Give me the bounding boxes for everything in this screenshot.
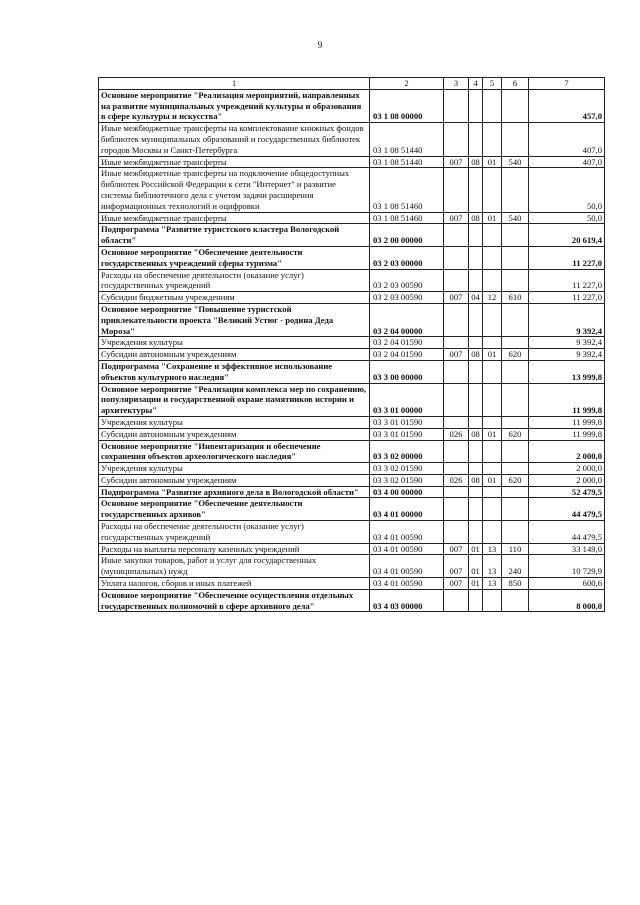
- row-code-cell: 03 4 01 00590: [370, 555, 444, 578]
- row-code-cell: 03 3 02 01590: [370, 463, 444, 475]
- row-name-cell: Уплата налогов, сборов и иных платежей: [99, 578, 370, 590]
- table-row: [99, 168, 605, 212]
- row-column-3-cell: [444, 383, 469, 416]
- header-cell: 2: [370, 78, 444, 90]
- table-row: [99, 589, 605, 612]
- row-code-cell: 03 2 00 00000: [370, 224, 444, 247]
- row-column-4-cell: [469, 337, 483, 349]
- row-column-4-cell: [469, 168, 483, 212]
- row-sum-cell: 600,6: [529, 578, 605, 590]
- row-column-5-cell: [483, 168, 502, 212]
- row-name-cell: Подпрограмма "Развитие туристского кластера Вологодской области": [99, 224, 370, 247]
- row-column-5-cell: 01: [483, 428, 502, 440]
- row-column-5-cell: [483, 416, 502, 428]
- row-code-cell: 03 1 08 51440: [370, 123, 444, 156]
- row-column-6-cell: [502, 463, 529, 475]
- row-column-3-cell: 007: [444, 543, 469, 555]
- table-row: [99, 212, 605, 224]
- row-name-cell: Расходы на обеспечение деятельности (оказание услуг) государственных учреждений: [99, 521, 370, 544]
- row-column-4-cell: [469, 224, 483, 247]
- row-column-4-cell: [469, 383, 483, 416]
- row-name-cell: Подпрограмма "Сохранение и эффективное использование объектов культурного наследия": [99, 360, 370, 383]
- row-column-6-cell: [502, 123, 529, 156]
- row-code-cell: 03 2 03 00590: [370, 269, 444, 292]
- table-row: [99, 521, 605, 544]
- row-column-6-cell: [502, 360, 529, 383]
- row-column-5-cell: 01: [483, 349, 502, 361]
- row-column-5-cell: [483, 521, 502, 544]
- row-column-3-cell: 007: [444, 555, 469, 578]
- row-sum-cell: 11 227,0: [529, 269, 605, 292]
- row-column-6-cell: [502, 383, 529, 416]
- row-name-cell: Субсидии бюджетным учреждениям: [99, 292, 370, 304]
- row-column-6-cell: [502, 416, 529, 428]
- row-name-cell: Иные межбюджетные трансферты: [99, 212, 370, 224]
- row-column-6-cell: [502, 498, 529, 521]
- row-code-cell: 03 3 01 00000: [370, 383, 444, 416]
- table-row: [99, 383, 605, 416]
- table-row: [99, 428, 605, 440]
- row-sum-cell: 11 227,0: [529, 246, 605, 269]
- row-column-6-cell: 610: [502, 292, 529, 304]
- row-column-3-cell: [444, 589, 469, 612]
- row-column-5-cell: [483, 498, 502, 521]
- table-row: [99, 246, 605, 269]
- row-name-cell: Учреждения культуры: [99, 337, 370, 349]
- row-column-3-cell: [444, 269, 469, 292]
- table-row: [99, 224, 605, 247]
- row-sum-cell: 13 999,8: [529, 360, 605, 383]
- row-name-cell: Иные межбюджетные трансферты на комплектование книжных фондов библиотек муниципальных образований и государственных библиотек городов Москвы и Санкт-Петербурга: [99, 123, 370, 156]
- row-sum-cell: 11 999,8: [529, 383, 605, 416]
- row-code-cell: 03 1 08 51440: [370, 156, 444, 168]
- row-column-4-cell: [469, 269, 483, 292]
- row-column-5-cell: [483, 383, 502, 416]
- row-column-3-cell: 007: [444, 292, 469, 304]
- row-column-4-cell: [469, 416, 483, 428]
- row-column-6-cell: [502, 440, 529, 463]
- row-column-3-cell: [444, 440, 469, 463]
- row-code-cell: 03 2 04 01590: [370, 337, 444, 349]
- row-column-5-cell: [483, 589, 502, 612]
- row-sum-cell: 11 227,0: [529, 292, 605, 304]
- row-code-cell: 03 3 01 01590: [370, 428, 444, 440]
- table-row: [99, 440, 605, 463]
- row-sum-cell: 11 999,8: [529, 416, 605, 428]
- table-row: [99, 555, 605, 578]
- row-column-4-cell: 01: [469, 555, 483, 578]
- row-column-4-cell: [469, 486, 483, 498]
- table-row: [99, 543, 605, 555]
- row-column-5-cell: 13: [483, 555, 502, 578]
- row-column-4-cell: [469, 498, 483, 521]
- header-cell: 6: [502, 78, 529, 90]
- row-column-3-cell: [444, 416, 469, 428]
- row-column-3-cell: [444, 486, 469, 498]
- header-cell: 4: [469, 78, 483, 90]
- row-column-3-cell: 007: [444, 156, 469, 168]
- table-header-row: [99, 78, 605, 90]
- row-column-6-cell: 540: [502, 212, 529, 224]
- row-sum-cell: 10 729,9: [529, 555, 605, 578]
- row-code-cell: 03 3 00 00000: [370, 360, 444, 383]
- row-column-4-cell: [469, 123, 483, 156]
- row-column-3-cell: 026: [444, 474, 469, 486]
- row-column-6-cell: [502, 246, 529, 269]
- row-column-3-cell: [444, 463, 469, 475]
- row-code-cell: 03 4 01 00590: [370, 521, 444, 544]
- table-row: [99, 360, 605, 383]
- row-name-cell: Иные межбюджетные трансферты на подключение общедоступных библиотек Российской Федерации к сети "Интернет" и развитие системы библиотечного дела с учетом задачи расширения информационных технологий и оцифровки: [99, 168, 370, 212]
- row-column-3-cell: [444, 224, 469, 247]
- row-column-3-cell: [444, 168, 469, 212]
- row-column-3-cell: [444, 303, 469, 336]
- row-sum-cell: 407,0: [529, 123, 605, 156]
- row-column-3-cell: [444, 89, 469, 122]
- row-column-4-cell: [469, 89, 483, 122]
- row-column-5-cell: 13: [483, 578, 502, 590]
- row-column-5-cell: [483, 303, 502, 336]
- row-column-5-cell: [483, 89, 502, 122]
- budget-table: [98, 77, 605, 612]
- row-code-cell: 03 2 04 00000: [370, 303, 444, 336]
- row-sum-cell: 9 392,4: [529, 337, 605, 349]
- row-column-6-cell: [502, 269, 529, 292]
- row-code-cell: 03 1 08 51460: [370, 168, 444, 212]
- row-column-6-cell: 620: [502, 474, 529, 486]
- row-code-cell: 03 3 02 00000: [370, 440, 444, 463]
- row-column-3-cell: 007: [444, 578, 469, 590]
- row-code-cell: 03 3 02 01590: [370, 474, 444, 486]
- row-column-4-cell: 08: [469, 349, 483, 361]
- table-row: [99, 578, 605, 590]
- row-sum-cell: 8 000,0: [529, 589, 605, 612]
- row-column-6-cell: 620: [502, 349, 529, 361]
- row-name-cell: Основное мероприятие "Обеспечение осуществления отдельных государственных полномочий в сфере архивного дела": [99, 589, 370, 612]
- row-sum-cell: 33 149,0: [529, 543, 605, 555]
- row-column-6-cell: [502, 89, 529, 122]
- header-cell: 3: [444, 78, 469, 90]
- row-column-4-cell: 01: [469, 578, 483, 590]
- row-column-5-cell: 01: [483, 474, 502, 486]
- table-row: [99, 337, 605, 349]
- row-sum-cell: 9 392,4: [529, 303, 605, 336]
- row-column-3-cell: [444, 246, 469, 269]
- row-name-cell: Основное мероприятие "Реализация мероприятий, направленных на развитие муниципальных учреждений культуры и образования в сфере культуры и искусства": [99, 89, 370, 122]
- row-code-cell: 03 4 00 00000: [370, 486, 444, 498]
- row-name-cell: Учреждения культуры: [99, 463, 370, 475]
- row-name-cell: Иные закупки товаров, работ и услуг для государственных (муниципальных) нужд: [99, 555, 370, 578]
- row-column-4-cell: 08: [469, 428, 483, 440]
- row-name-cell: Основное мероприятие "Инвентаризация и обеспечение сохранения объектов археологического наследия": [99, 440, 370, 463]
- row-sum-cell: 9 392,4: [529, 349, 605, 361]
- row-code-cell: 03 4 03 00000: [370, 589, 444, 612]
- row-sum-cell: 2 000,0: [529, 463, 605, 475]
- row-code-cell: 03 4 01 00590: [370, 578, 444, 590]
- page-number: 9: [317, 40, 323, 50]
- table-row: [99, 416, 605, 428]
- row-sum-cell: 2 000,0: [529, 474, 605, 486]
- row-column-5-cell: [483, 246, 502, 269]
- row-column-4-cell: 04: [469, 292, 483, 304]
- row-name-cell: Основное мероприятие "Обеспечение деятельности государственных учреждений сферы туризма": [99, 246, 370, 269]
- table-row: [99, 474, 605, 486]
- row-column-5-cell: [483, 486, 502, 498]
- row-name-cell: Субсидии автономным учреждениям: [99, 474, 370, 486]
- row-sum-cell: 44 479,5: [529, 498, 605, 521]
- row-code-cell: 03 1 08 51460: [370, 212, 444, 224]
- row-column-5-cell: [483, 224, 502, 247]
- row-column-5-cell: 01: [483, 156, 502, 168]
- table-row: [99, 269, 605, 292]
- row-column-5-cell: [483, 360, 502, 383]
- table-row: [99, 349, 605, 361]
- row-code-cell: 03 4 01 00000: [370, 498, 444, 521]
- row-column-4-cell: [469, 360, 483, 383]
- row-column-5-cell: [483, 440, 502, 463]
- row-column-5-cell: [483, 123, 502, 156]
- row-sum-cell: 50,0: [529, 168, 605, 212]
- table-row: [99, 463, 605, 475]
- row-code-cell: 03 3 01 01590: [370, 416, 444, 428]
- row-name-cell: Основное мероприятие "Реализация комплекса мер по сохранению, популяризации и государственной охране памятников истории и архитектуры": [99, 383, 370, 416]
- row-column-5-cell: [483, 337, 502, 349]
- row-column-3-cell: [444, 521, 469, 544]
- row-column-5-cell: [483, 463, 502, 475]
- row-name-cell: Подпрограмма "Развитие архивного дела в Вологодской области": [99, 486, 370, 498]
- header-cell: 5: [483, 78, 502, 90]
- row-column-6-cell: [502, 486, 529, 498]
- row-sum-cell: 2 000,0: [529, 440, 605, 463]
- row-sum-cell: 50,0: [529, 212, 605, 224]
- table-body: [99, 89, 605, 612]
- table-row: [99, 123, 605, 156]
- row-column-6-cell: 540: [502, 156, 529, 168]
- row-sum-cell: 52 479,5: [529, 486, 605, 498]
- row-column-4-cell: [469, 521, 483, 544]
- row-column-6-cell: 240: [502, 555, 529, 578]
- row-column-6-cell: 620: [502, 428, 529, 440]
- row-column-6-cell: [502, 589, 529, 612]
- row-code-cell: 03 1 08 00000: [370, 89, 444, 122]
- row-column-6-cell: [502, 168, 529, 212]
- row-name-cell: Основное мероприятие "Повышение туристской привлекательности проекта "Великий Устюг - родина Деда Мороза": [99, 303, 370, 336]
- row-name-cell: Расходы на выплаты персоналу казенных учреждений: [99, 543, 370, 555]
- row-code-cell: 03 2 04 01590: [370, 349, 444, 361]
- row-sum-cell: 407,0: [529, 156, 605, 168]
- row-column-4-cell: [469, 303, 483, 336]
- row-column-3-cell: [444, 337, 469, 349]
- row-column-4-cell: 08: [469, 156, 483, 168]
- row-name-cell: Учреждения культуры: [99, 416, 370, 428]
- row-column-5-cell: 13: [483, 543, 502, 555]
- row-column-6-cell: 110: [502, 543, 529, 555]
- row-column-5-cell: 12: [483, 292, 502, 304]
- row-column-3-cell: 007: [444, 349, 469, 361]
- header-cell: 1: [99, 78, 370, 90]
- row-column-6-cell: [502, 337, 529, 349]
- row-name-cell: Иные межбюджетные трансферты: [99, 156, 370, 168]
- row-column-4-cell: [469, 440, 483, 463]
- row-sum-cell: 20 619,4: [529, 224, 605, 247]
- row-column-4-cell: [469, 463, 483, 475]
- row-column-3-cell: [444, 498, 469, 521]
- row-code-cell: 03 4 01 00590: [370, 543, 444, 555]
- row-name-cell: Расходы на обеспечение деятельности (оказание услуг) государственных учреждений: [99, 269, 370, 292]
- row-column-3-cell: [444, 360, 469, 383]
- table-row: [99, 292, 605, 304]
- table-row: [99, 156, 605, 168]
- row-column-5-cell: [483, 269, 502, 292]
- row-column-4-cell: [469, 589, 483, 612]
- table-row: [99, 498, 605, 521]
- row-name-cell: Субсидии автономным учреждениям: [99, 428, 370, 440]
- table-row: [99, 89, 605, 122]
- row-column-4-cell: 01: [469, 543, 483, 555]
- header-cell: 7: [529, 78, 605, 90]
- row-column-3-cell: 026: [444, 428, 469, 440]
- row-sum-cell: 457,0: [529, 89, 605, 122]
- row-column-6-cell: 850: [502, 578, 529, 590]
- row-column-4-cell: [469, 246, 483, 269]
- row-sum-cell: 44 479,5: [529, 521, 605, 544]
- row-name-cell: Субсидии автономным учреждениям: [99, 349, 370, 361]
- row-column-3-cell: 007: [444, 212, 469, 224]
- row-column-4-cell: 08: [469, 212, 483, 224]
- row-column-6-cell: [502, 303, 529, 336]
- row-column-6-cell: [502, 224, 529, 247]
- row-column-5-cell: 01: [483, 212, 502, 224]
- row-sum-cell: 11 999,8: [529, 428, 605, 440]
- row-name-cell: Основное мероприятие "Обеспечение деятельности государственных архивов": [99, 498, 370, 521]
- table-row: [99, 486, 605, 498]
- table-row: [99, 303, 605, 336]
- row-column-3-cell: [444, 123, 469, 156]
- row-column-4-cell: 08: [469, 474, 483, 486]
- row-code-cell: 03 2 03 00590: [370, 292, 444, 304]
- row-code-cell: 03 2 03 00000: [370, 246, 444, 269]
- row-column-6-cell: [502, 521, 529, 544]
